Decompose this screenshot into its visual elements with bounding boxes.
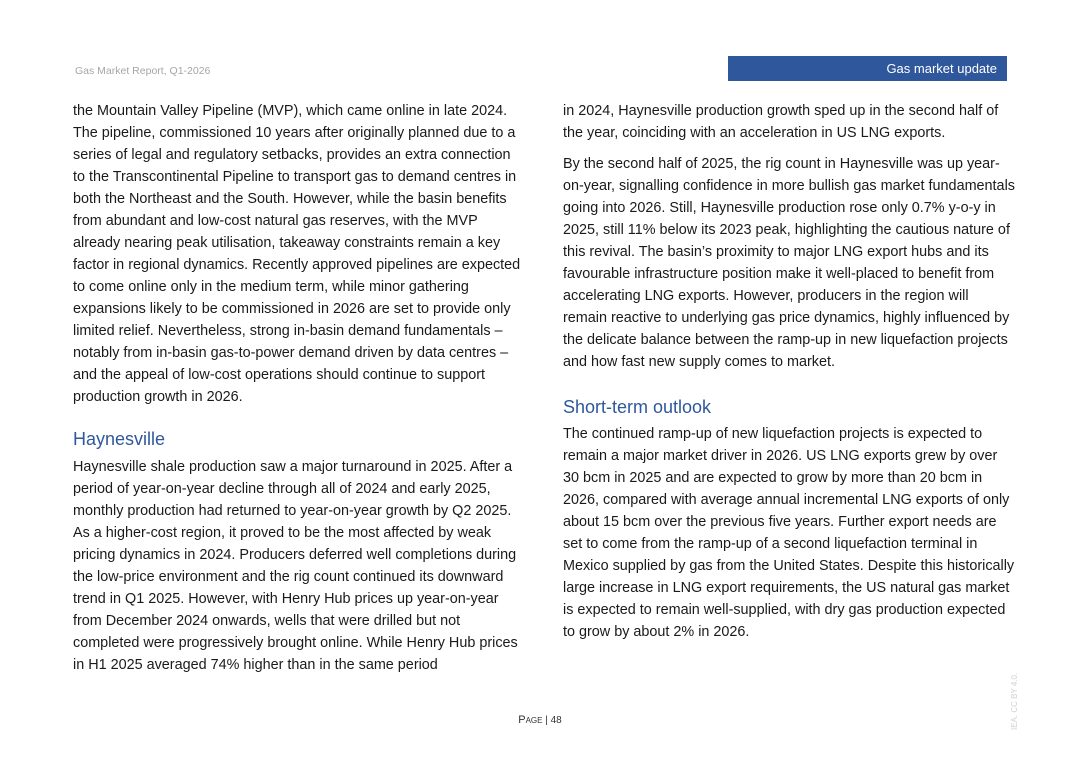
right-column: [563, 100, 1015, 643]
section-label-bar: [728, 56, 1007, 81]
running-title: Gas Market Report, Q1-2026: [75, 65, 211, 77]
body-paragraph: The continued ramp-up of new liquefaction projects is expected to remain a major market driver in 2026. US LNG exports grew by over 30 bcm in 2025 and are expected to grow by more than 20 bcm in 2026, compared with average annual incremental LNG exports of only about 15 bcm over the previous five years. Further export needs are set to come from the ramp-up of a second liquefaction terminal in Mexico supplied by gas from the United States. Despite this historically large increase in LNG export requirements, the US natural gas market is expected to remain well-supplied, with dry gas production expected to grow by about 2% in 2026.: [563, 426, 1015, 640]
page-separator: |: [542, 715, 551, 726]
page-number-value: 48: [550, 715, 562, 726]
section-heading-short-term-outlook: Short-term outlook: [563, 397, 712, 417]
section-label: Gas market update: [886, 61, 997, 76]
body-paragraph: the Mountain Valley Pipeline (MVP), which came online in late 2024. The pipeline, commissioned 10 years after originally planned due to a series of legal and regulatory setbacks, provides an extra connection to the Transcontinental Pipeline to transport gas to demand centres in both the Northeast and the South. However, while the basin benefits from abundant and low-cost natural gas reserves, with the MVP already nearing peak utilisation, takeaway constraints remain a key factor in regional dynamics. Recently approved pipelines are expected to come online only in the medium term, while minor gathering expansions likely to be commissioned in 2026 are set to provide only limited relief. Nevertheless, strong in-basin demand fundamentals – notably from in-basin gas-to-power demand driven by data centres – and the appeal of low-cost operations should continue to support production growth in 2026.: [73, 103, 521, 405]
section-heading-haynesville: Haynesville: [73, 429, 166, 449]
page-number: [0, 714, 1080, 726]
page-label: Page: [518, 714, 543, 726]
body-paragraph: Haynesville shale production saw a major turnaround in 2025. After a period of year-on-year decline through all of 2024 and early 2025, monthly production had returned to year-on-year growth by Q2 2025. As a higher-cost region, it proved to be the most affected by weak pricing dynamics in 2024. Producers deferred well completions during the low-price environment and the rig count continued its downward trend in Q1 2025. However, with Henry Hub prices up year-on-year from December 2024 onwards, wells that were drilled but not completed were progressively brought online. While Henry Hub prices in H1 2025 averaged 74% higher than in the same period: [73, 459, 518, 673]
license-notice: IEA. CC BY 4.0.: [1010, 672, 1019, 730]
body-paragraph: By the second half of 2025, the rig count in Haynesville was up year-on-year, signalling confidence in more bullish gas market fundamentals going into 2026. Still, Haynesville production rose only 0.7% y-o-y in 2025, still 11% below its 2023 peak, highlighting the cautious nature of this revival. The basin’s proximity to major LNG export hubs and its favourable infrastructure position make it well-placed to benefit from accelerating LNG exports. However, producers in the region will remain reactive to underlying gas price dynamics, highly influenced by the delicate balance between the ramp-up in new liquefaction projects and how fast new supply comes to market.: [563, 156, 1015, 370]
left-column: [73, 100, 523, 676]
body-paragraph: in 2024, Haynesville production growth sped up in the second half of the year, coinciding with an acceleration in US LNG exports.: [563, 103, 999, 141]
